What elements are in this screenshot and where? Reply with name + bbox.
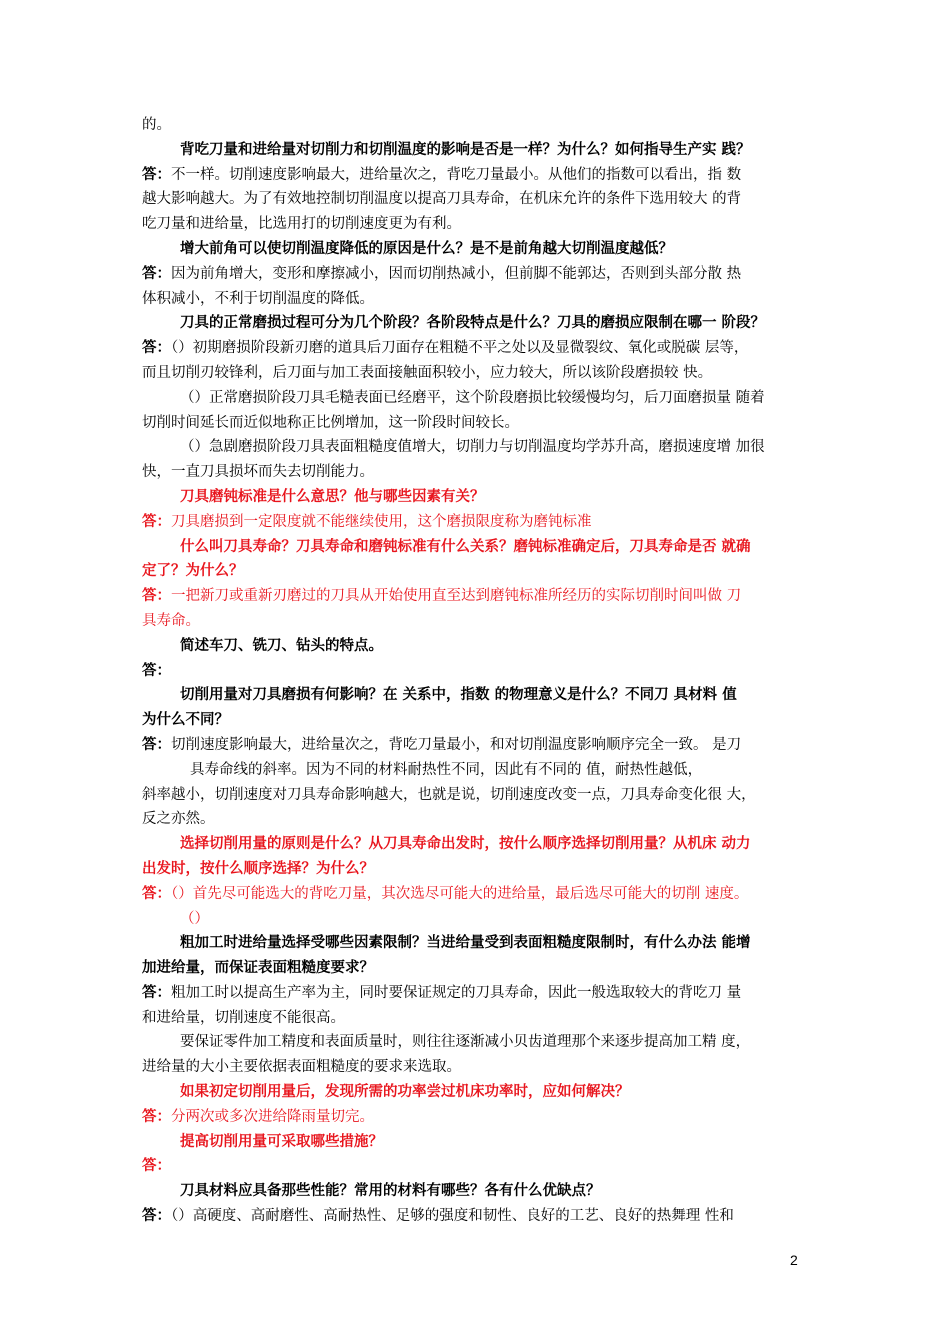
line-text: 要保证零件加工精度和表面质量时，则往往逐渐减小贝齿道理那个来逐步提高加工精 度，: [180, 1034, 751, 1051]
answer-label: 答：: [142, 983, 171, 1001]
line-text: 反之亦然。: [142, 811, 215, 828]
answer-line: [142, 1204, 818, 1229]
line-text: 体积减小，不利于切削温度的降低。: [142, 290, 374, 307]
line-text: 提高切削用量可采取哪些措施？: [180, 1132, 383, 1150]
line-text: （）高硬度、高耐磨性、高耐热性、足够的强度和韧性、良好的工艺、良好的热舞理 性和: [171, 1208, 734, 1225]
question-line: [142, 138, 818, 163]
text-line: [142, 1030, 818, 1055]
line-text: 进给量的大小主要依据表面粗糙度的要求来选取。: [142, 1059, 461, 1076]
question-line: [142, 1179, 818, 1204]
question-line: [142, 311, 818, 336]
line-text: 为什么不同？: [142, 711, 229, 729]
line-text: 一把新刀或重新刃磨过的刀具从开始使用直至达到磨钝标准所经历的实际切削时间叫做 刀: [171, 588, 742, 605]
line-text: 如果初定切削用量后，发现所需的功率尝过机床功率时，应如何解决？: [180, 1083, 630, 1101]
answer-label: 答：: [142, 512, 171, 530]
text-line: [142, 783, 818, 808]
line-text: 切削速度影响最大，进给量次之，背吃刀量最小，和对切削温度影响顺序完全一致。 是刀: [171, 736, 742, 753]
line-text: 的。: [142, 117, 171, 133]
line-text: （）初期磨损阶段新刃磨的道具后刀面存在粗糙不平之处以及显微裂纹、氧化或脱碳 层等，: [171, 340, 749, 357]
line-text: （）急剧磨损阶段刀具表面粗糙度值增大，切削力与切削温度均学苏升高，磨损速度增 加很: [180, 439, 765, 456]
line-text: 快，一直刀具损坏而失去切削能力。: [142, 464, 374, 481]
answer-label: 答：: [142, 661, 171, 679]
line-text: 不一样。切削速度影响最大，进给量次之，背吃刀量最小。从他们的指数可以看出，指 数: [171, 166, 742, 183]
text-line: [142, 435, 818, 460]
answer-label: 答：: [142, 587, 171, 605]
answer-line: [142, 584, 818, 609]
page-number: 2: [790, 1252, 798, 1268]
answer-line: [142, 510, 818, 535]
question-line: [142, 485, 818, 510]
line-text: 越大影响越大。为了有效地控制切削温度以提高刀具寿命，在机床允许的条件下选用较大 的背: [142, 191, 742, 208]
text-line: [142, 361, 818, 386]
question-line: [142, 1080, 818, 1105]
line-text: （）正常磨损阶段刀具毛糙表面已经磨平，这个阶段磨损比较缓慢均匀，后刀面磨损量 随着: [180, 389, 765, 406]
question-line: [142, 237, 818, 262]
line-text: 吃刀量和进给量，比选用打的切削速度更为有利。: [142, 216, 461, 233]
question-line: [142, 956, 818, 981]
answer-line: [142, 1105, 818, 1130]
line-text: 刀具磨钝标准是什么意思？他与哪些因素有关？: [180, 487, 485, 505]
text-line: [142, 287, 818, 312]
line-text: 背吃刀量和进给量对切削力和切削温度的影响是否是一样？为什么？如何指导生产实 践？: [180, 140, 751, 158]
answer-line: [142, 1154, 818, 1179]
text-line: [142, 758, 818, 783]
question-line: [142, 559, 818, 584]
line-text: 具寿命。: [142, 612, 200, 629]
line-text: 定了？为什么？: [142, 562, 244, 580]
answer-label: 答：: [142, 339, 171, 357]
question-line: [142, 931, 818, 956]
page-content: [142, 113, 818, 1229]
text-line: [142, 113, 818, 138]
line-text: 刀具材料应具备那些性能？常用的材料有哪些？各有什么优缺点？: [180, 1182, 601, 1200]
line-text: 和进给量，切削速度不能很高。: [142, 1009, 345, 1026]
question-line: [142, 708, 818, 733]
answer-label: 答：: [142, 1157, 171, 1175]
text-line: [142, 1006, 818, 1031]
answer-label: 答：: [142, 165, 171, 183]
answer-line: [142, 981, 818, 1006]
question-line: [142, 1130, 818, 1155]
question-line: [142, 683, 818, 708]
answer-label: 答：: [142, 264, 171, 282]
line-text: 切削时间延长而近似地称正比例增加，这一阶段时间较长。: [142, 414, 519, 431]
question-line: [142, 634, 818, 659]
line-text: （）: [180, 910, 209, 927]
line-text: 增大前角可以使切削温度降低的原因是什么？是不是前角越大切削温度越低？: [180, 239, 673, 257]
line-text: 刀具磨损到一定限度就不能继续使用，这个磨损限度称为磨钝标准: [171, 513, 592, 530]
line-text: 斜率越小，切削速度对刀具寿命影响越大，也就是说，切削速度改变一点，刀具寿命变化很 大，: [142, 786, 756, 803]
answer-line: [142, 163, 818, 188]
line-text: 分两次或多次进给降雨量切完。: [171, 1108, 374, 1125]
line-text: 选择切削用量的原则是什么？从刀具寿命出发时，按什么顺序选择切削用量？从机床 动力: [180, 835, 751, 853]
question-line: [142, 857, 818, 882]
line-text: 什么叫刀具寿命？刀具寿命和磨钝标准有什么关系？磨钝标准确定后，刀具寿命是否 就确: [180, 537, 751, 555]
text-line: [142, 807, 818, 832]
line-text: 因为前角增大，变形和摩擦减小，因而切削热减小，但前脚不能郭达，否则到头部分散 热: [171, 265, 742, 282]
line-text: 而且切削刃较锋利，后刀面与加工表面接触面积较小，应力较大，所以该阶段磨损较 快。: [142, 364, 713, 381]
line-text: 刀具的正常磨损过程可分为几个阶段？各阶段特点是什么？刀具的磨损应限制在哪一 阶段？: [180, 314, 766, 332]
answer-label: 答：: [142, 735, 171, 753]
line-text: 具寿命线的斜率。因为不同的材料耐热性不同，因此有不同的 值，耐热性越低，: [190, 761, 703, 778]
answer-line: [142, 336, 818, 361]
text-line: [142, 460, 818, 485]
line-text: 出发时，按什么顺序选择？为什么？: [142, 859, 374, 877]
line-text: 简述车刀、铣刀、钻头的特点。: [180, 636, 383, 654]
question-line: [142, 535, 818, 560]
text-line: [142, 907, 818, 932]
line-text: （）首先尽可能选大的背吃刀量，其次选尽可能大的进给量，最后选尽可能大的切削 速度。: [171, 885, 749, 902]
line-text: 粗加工时进给量选择受哪些因素限制？当进给量受到表面粗糙度限制时，有什么办法 能增: [180, 934, 751, 952]
answer-label: 答：: [142, 1207, 171, 1225]
text-line: [142, 212, 818, 237]
line-text: 加进给量，而保证表面粗糙度要求？: [142, 959, 374, 977]
text-line: [142, 609, 818, 634]
line-text: 粗加工时以提高生产率为主，同时要保证规定的刀具寿命，因此一般选取较大的背吃刀 量: [171, 984, 742, 1001]
text-line: [142, 411, 818, 436]
answer-label: 答：: [142, 884, 171, 902]
answer-line: [142, 262, 818, 287]
answer-line: [142, 882, 818, 907]
question-line: [142, 832, 818, 857]
line-text: 切削用量对刀具磨损有何影响？在 关系中，指数 的物理意义是什么？不同刀 具材料 值: [180, 686, 737, 704]
text-line: [142, 187, 818, 212]
answer-line: [142, 733, 818, 758]
text-line: [142, 1055, 818, 1080]
answer-line: [142, 659, 818, 684]
answer-label: 答：: [142, 1107, 171, 1125]
text-line: [142, 386, 818, 411]
